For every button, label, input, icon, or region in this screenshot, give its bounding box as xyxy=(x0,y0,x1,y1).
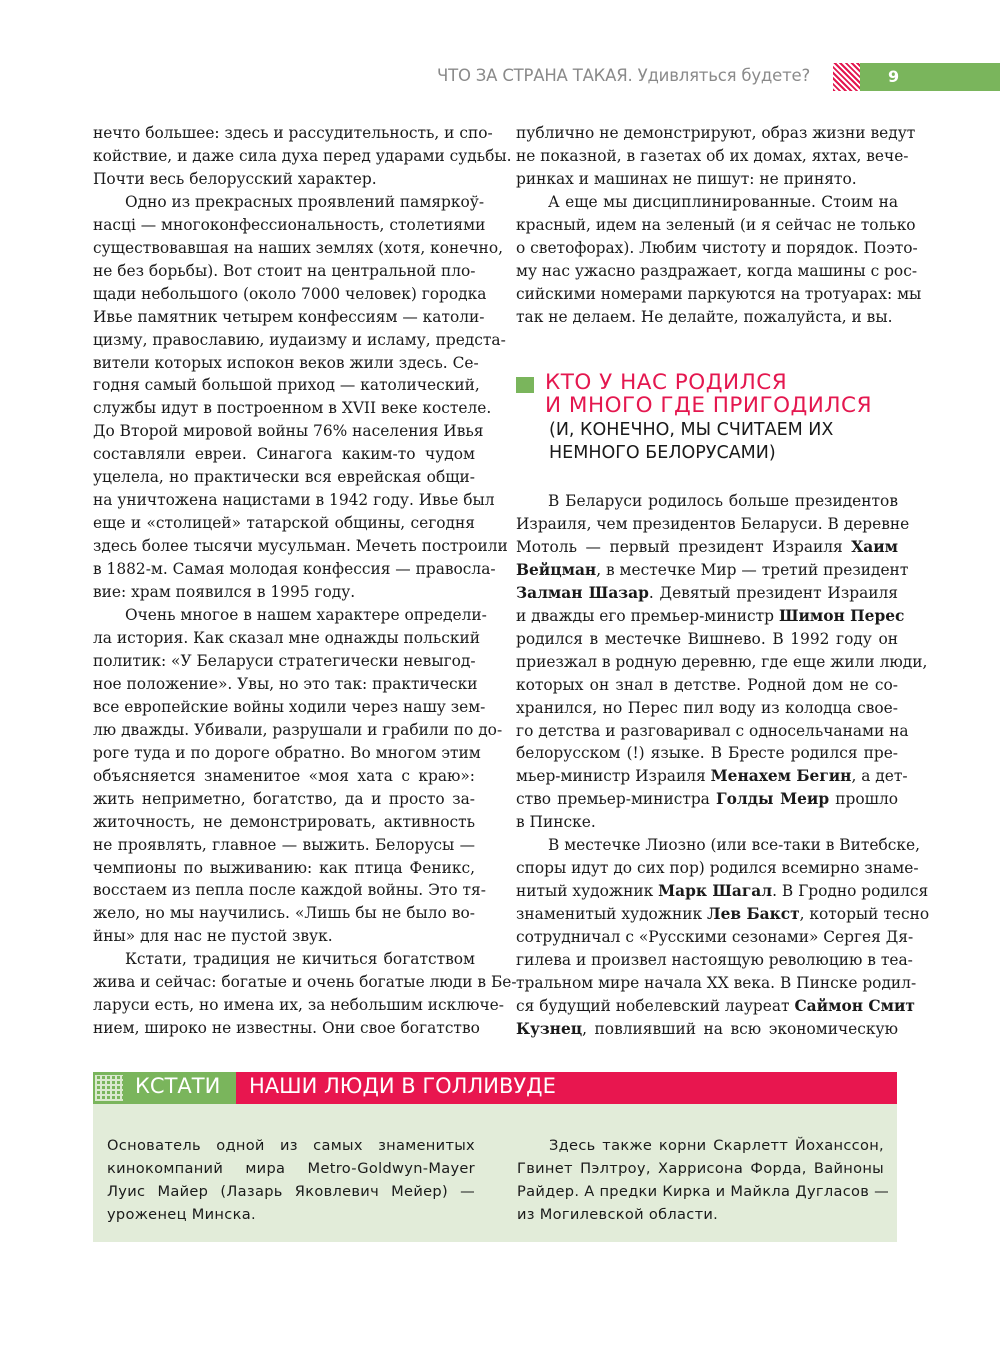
ornament-icon xyxy=(95,1075,123,1101)
box-title: НАШИ ЛЮДИ В ГОЛЛИВУДЕ xyxy=(236,1072,897,1104)
text-line: мьер-министр Израиля Менахем Бегин, а дет- xyxy=(516,767,908,786)
text-line: ринках и машинах не пишут: не принято. xyxy=(516,169,857,188)
running-title: ЧТО ЗА СТРАНА ТАКАЯ. Удивляться будете? xyxy=(436,66,810,85)
person-name: Менахем Бегин xyxy=(710,767,852,786)
text-line: приезжал в родную деревню, где еще жили люди, xyxy=(516,652,928,671)
text-line: роге туда и по дороге обратно. Во многом этим xyxy=(93,743,481,762)
text-line: нием, широко не известны. Они свое богатство xyxy=(93,1019,480,1038)
person-name: Лев Бакст xyxy=(707,905,800,924)
section-title-line: КТО У НАС РОДИЛСЯ xyxy=(545,370,788,395)
paragraph xyxy=(517,1134,890,1226)
text-line: Вейцман, в местечке Мир — третий президент xyxy=(516,560,909,579)
paragraph xyxy=(516,122,916,191)
text-line: В Беларуси родилось больше президентов xyxy=(548,492,898,510)
text-line: Луис Майер (Лазарь Яковлевич Мейер) — xyxy=(107,1183,475,1200)
text-line: В местечке Лиозно (или все-таки в Витебске, xyxy=(548,836,920,855)
text-line: лю дважды. Убивали, разрушали и грабили по до- xyxy=(93,720,503,739)
text-line: Райдер. А предки Кирка и Майкла Дугласов — xyxy=(517,1183,890,1200)
text-line: кинокомпаний мира Metro-Goldwyn-Mayer xyxy=(107,1160,475,1177)
text-line: жело, но мы научились. «Лишь бы не было во- xyxy=(93,904,475,923)
text-line: существовавшая на наших землях (хотя, конечно, xyxy=(93,238,503,257)
text-line: жить неприметно, богатство, да и просто за- xyxy=(93,789,475,808)
ornament-icon xyxy=(833,63,860,91)
right-column-top xyxy=(516,122,922,329)
text-line: насці — многоконфессиональность, столетиями xyxy=(93,215,486,234)
text-line: еще и «столицей» татарской общины, сегодня xyxy=(93,514,475,533)
box-tag: КСТАТИ xyxy=(93,1072,236,1104)
text-line: объясняется знаменитое «моя хата с краю»: xyxy=(93,766,475,785)
text-line: житочность, не демонстрировать, активность xyxy=(93,812,475,831)
text-line: не показной, в газетах об их домах, яхтах, вече- xyxy=(516,146,909,165)
text-line: на уничтожена нацистами в 1942 году. Ивье был xyxy=(93,491,495,510)
text-line: и дважды его премьер-министр Шимон Перес xyxy=(516,606,905,625)
text-line: так не делаем. Не делайте, пожалуйста, и вы. xyxy=(516,307,893,326)
text-line: чемпионы по выживанию: как птица Феникс, xyxy=(93,858,475,877)
box-right-text xyxy=(517,1134,890,1226)
text-line: сийскими номерами паркуются на тротуарах: мы xyxy=(516,284,922,303)
text-line: о светофорах). Любим чистоту и порядок. Поэто- xyxy=(516,238,918,257)
text-line: все европейские войны ходили через нашу зем- xyxy=(93,697,486,716)
text-line: йны» для нас не пустой звук. xyxy=(93,927,333,946)
text-line: в Пинске. xyxy=(516,813,596,832)
paragraph xyxy=(93,948,517,1040)
text-line: Мотоль — первый президент Израиля Хаим xyxy=(516,537,898,556)
text-line: знаменитый художник Лев Бакст, который тесно xyxy=(516,905,930,924)
text-line: Кстати, традиция не кичиться богатством xyxy=(125,950,475,969)
box-left-text xyxy=(107,1134,475,1226)
text-line: Здесь также корни Скарлетт Йоханссон, xyxy=(549,1137,884,1154)
section-title xyxy=(545,371,872,417)
text-line: Очень многое в нашем характере определи- xyxy=(125,606,487,625)
text-line: гилева и произвел настоящую революцию в теа- xyxy=(516,951,913,970)
paragraph xyxy=(93,604,503,948)
text-line: цизму, православию, иудаизму и исламу, предста- xyxy=(93,330,506,349)
person-name: Вейцман xyxy=(516,560,597,579)
text-line: му нас ужасно раздражает, когда машины с рос- xyxy=(516,261,918,280)
text-line: уроженец Минска. xyxy=(107,1206,256,1223)
text-line: красный, идем на зеленый (и я сейчас не только xyxy=(516,215,916,234)
text-line: которых он знал в детстве. Родной дом не со- xyxy=(516,675,898,694)
left-column xyxy=(93,122,517,1040)
text-line: в 1882-м. Самая молодая конфессия — правосла- xyxy=(93,560,496,579)
right-column-bottom xyxy=(516,490,930,1041)
text-line: тральном мире начала XX века. В Пинске родил- xyxy=(516,974,917,993)
text-line: Израиля, чем президентов Беларуси. В деревне xyxy=(516,514,910,533)
text-line: политик: «У Беларуси стратегически невыгод- xyxy=(93,651,476,670)
section-title-line: И МНОГО ГДЕ ПРИГОДИЛСЯ xyxy=(545,393,873,418)
text-line: уцелела, но практически вся еврейская общи- xyxy=(93,468,475,487)
paragraph xyxy=(93,191,508,604)
text-line: не без борьбы). Вот стоит на центральной пло- xyxy=(93,261,476,280)
person-name: Марк Шагал xyxy=(658,882,773,901)
text-line: Почти весь белорусский характер. xyxy=(93,169,377,188)
text-line: восстаем из пепла после каждой войны. Это тя- xyxy=(93,881,486,900)
text-line: хранился, но Перес пил воду из колодца свое- xyxy=(516,698,898,717)
paragraph xyxy=(516,490,928,834)
text-line: не проявлять, главное — выжить. Белорусы — xyxy=(93,835,475,854)
person-name: Кузнец xyxy=(516,1019,583,1038)
text-line: Одно из прекрасных проявлений памяркоў- xyxy=(125,192,485,211)
text-line: годня самый большой приход — католический, xyxy=(93,376,480,395)
text-line: А еще мы дисциплинированные. Стоим на xyxy=(548,192,898,211)
text-line: белорусском (!) языке. В Бресте родился пре- xyxy=(516,744,898,763)
text-line: До Второй мировой войны 76% населения Ивья xyxy=(93,422,484,441)
paragraph xyxy=(516,834,930,1041)
text-line: ся будущий нобелевский лауреат Саймон Смит xyxy=(516,996,915,1015)
text-line: родился в местечке Вишнево. В 1992 году он xyxy=(516,629,898,648)
person-name: Саймон Смит xyxy=(794,996,915,1015)
text-line: здесь более тысячи мусульман. Мечеть построили xyxy=(93,537,508,556)
text-line: составляли евреи. Синагога каким-то чудом xyxy=(93,445,475,464)
person-name: Хаим xyxy=(851,537,898,556)
text-line: жива и сейчас: богатые и очень богатые люди в Бе- xyxy=(93,973,517,992)
text-line: службы идут в построенном в XVII веке костеле. xyxy=(93,399,492,418)
text-line: ларуси есть, но имена их, за небольшим исключе- xyxy=(93,996,504,1015)
text-line: Гвинет Пэлтроу, Харрисона Форда, Вайноны xyxy=(517,1160,884,1177)
paragraph xyxy=(107,1134,475,1226)
text-line: публично не демонстрируют, образ жизни ведут xyxy=(516,124,916,142)
section-subtitle-line: НЕМНОГО БЕЛОРУСАМИ) xyxy=(549,443,776,463)
text-line: Залман Шазар. Девятый президент Израиля xyxy=(516,583,899,602)
text-line: го детства и разговаривал с односельчанами на xyxy=(516,721,909,740)
text-line: споры идут до сих пор) родился всемирно знаме- xyxy=(516,859,919,878)
person-name: Шимон Перес xyxy=(778,606,905,625)
text-line: Кузнец, повлиявший на всю экономическую xyxy=(516,1019,898,1038)
section-subtitle xyxy=(549,419,833,465)
text-line: койствие, и даже сила духа перед ударами судьбы. xyxy=(93,146,512,165)
text-line: Ивье памятник четырем конфессиям — католи- xyxy=(93,307,485,326)
text-line: ла история. Как сказал мне однажды польский xyxy=(93,628,480,647)
text-line: ство премьер-министра Голды Меир прошло xyxy=(516,790,898,809)
text-line: вие: храм появился в 1995 году. xyxy=(93,583,356,602)
page-number: 9 xyxy=(860,63,1000,91)
text-line: щади небольшого (около 7000 человек) городка xyxy=(93,284,487,303)
text-line: сотрудничал с «Русскими сезонами» Сергея Дя- xyxy=(516,928,914,947)
paragraph xyxy=(516,191,922,329)
paragraph xyxy=(93,122,512,191)
text-line: из Могилевской области. xyxy=(517,1206,719,1223)
text-line: Основатель одной из самых знаменитых xyxy=(107,1137,475,1154)
text-line: нитый художник Марк Шагал. В Гродно родился xyxy=(516,882,929,901)
person-name: Залман Шазар xyxy=(516,583,649,602)
text-line: нечто большее: здесь и рассудительность, и спо- xyxy=(93,124,493,142)
text-line: ное положение». Увы, но это так: практически xyxy=(93,674,478,693)
text-line: вители которых испокон веков жили здесь. Се- xyxy=(93,353,479,372)
section-subtitle-line: (И, КОНЕЧНО, МЫ СЧИТАЕМ ИХ xyxy=(549,420,834,440)
person-name: Голды Меир xyxy=(716,790,830,809)
section-marker-icon xyxy=(516,377,534,393)
